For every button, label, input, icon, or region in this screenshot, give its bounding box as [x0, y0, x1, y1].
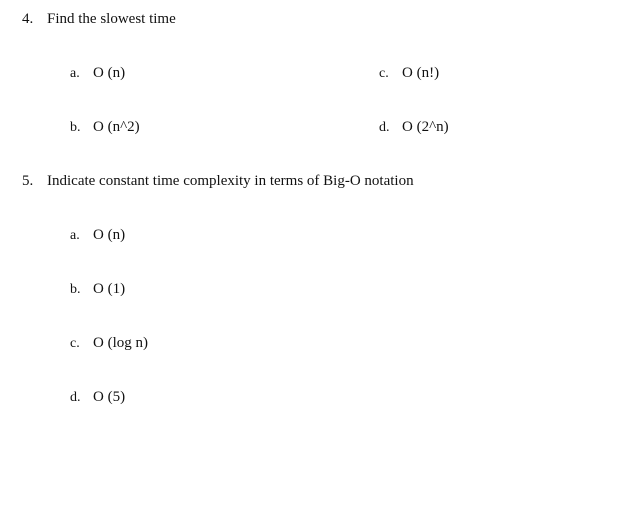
question-number: 4.	[22, 11, 34, 27]
option-text: O (n)	[93, 65, 126, 81]
option-label: d.	[379, 120, 390, 135]
option-label: d.	[70, 390, 81, 405]
option-text: O (2^n)	[402, 119, 449, 135]
option-label: a.	[70, 66, 80, 81]
option-text: O (5)	[93, 389, 126, 405]
question-number: 5.	[22, 173, 34, 189]
question-text: Indicate constant time complexity in terms of Big-O notation	[47, 173, 414, 189]
option-text: O (n)	[93, 227, 126, 243]
question-text: Find the slowest time	[47, 11, 176, 27]
option-label: a.	[70, 228, 80, 243]
option-text: O (n!)	[402, 65, 440, 81]
option-label: c.	[379, 66, 389, 81]
option-label: b.	[70, 120, 81, 135]
option-text: O (1)	[93, 281, 126, 297]
option-text: O (log n)	[93, 335, 148, 351]
option-label: c.	[70, 336, 80, 351]
option-label: b.	[70, 282, 81, 297]
option-text: O (n^2)	[93, 119, 140, 135]
